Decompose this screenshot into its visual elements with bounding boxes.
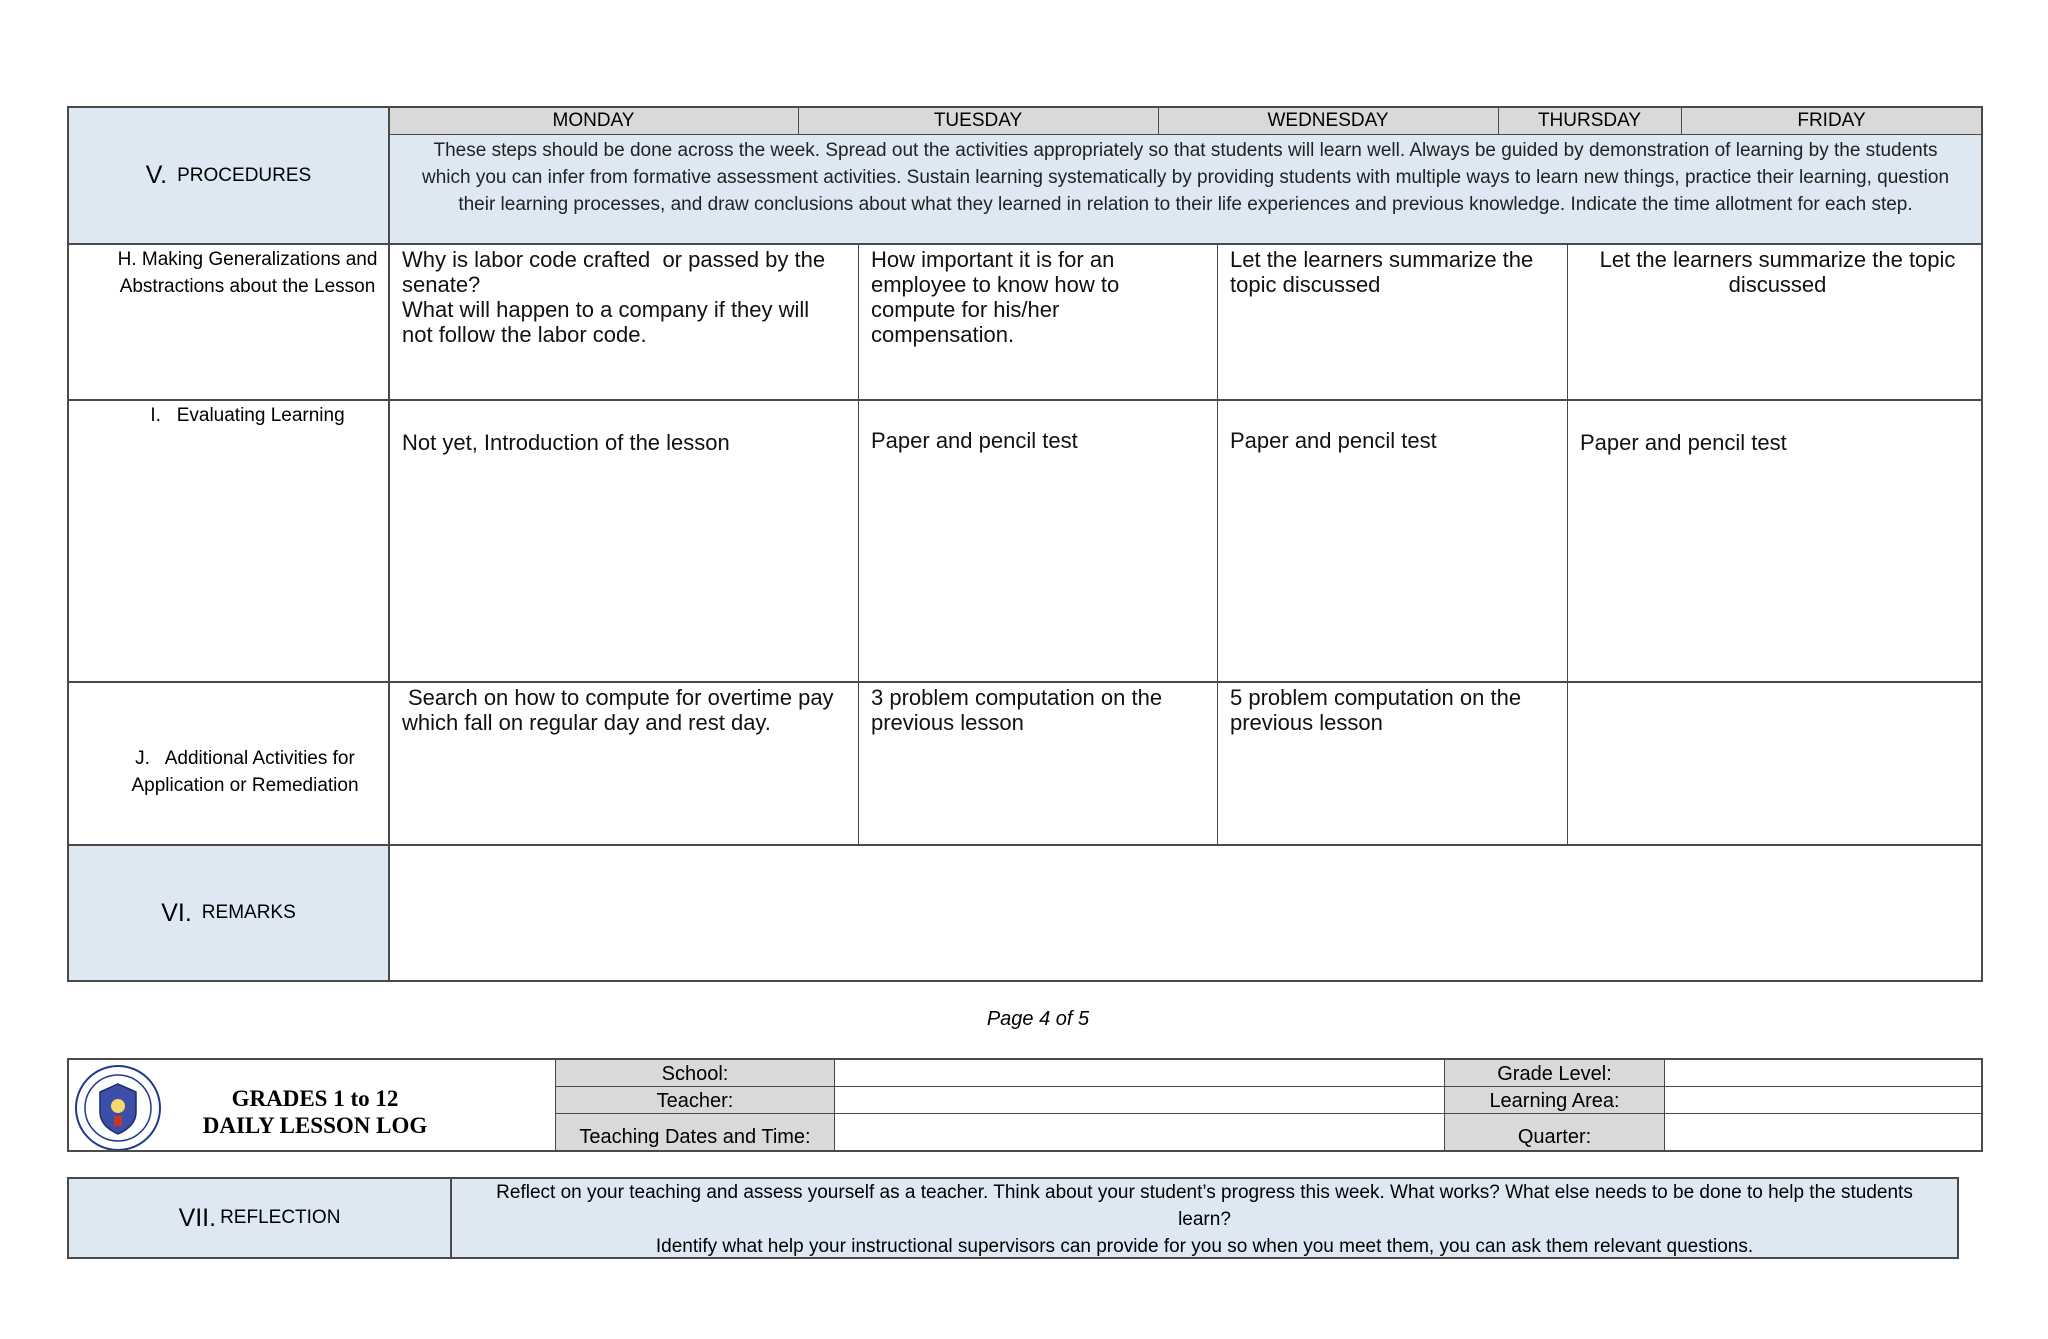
day-header-wednesday: WEDNESDAY [1267,110,1389,131]
day-header-thursday: THURSDAY [1537,110,1642,131]
reflection-border [67,1177,69,1259]
header-divider [555,1058,556,1152]
log-title-line2: DAILY LESSON LOG [202,1113,428,1138]
table-divider [67,243,1983,245]
row-label-additional [85,737,405,807]
procedures-intro: These steps should be done across the week. Spread out the activities appropriately so that students will learn well. Always be guided by demonstration of learning by the students which you can infer from formative assessment activities. Sustain learning systematically by providing students with multiple ways to learn new things, practice their learning, question their learning processes, and draw conclusions about what they learned in relation to their life experiences and previous knowledge. Indicate the time allotment for each step. [421,140,1950,215]
header-border [67,1150,1983,1152]
cell-j-monday: Search on how to compute for overtime pay which fall on regular day and rest day. [402,685,834,735]
remarks-section-label [68,845,389,981]
table-border [67,980,1983,982]
table-divider [1158,107,1159,135]
grade-level-label: Grade Level: [1497,1063,1612,1085]
table-divider [67,681,1983,683]
reflection-divider [450,1177,452,1259]
procedures-section-label [68,107,389,244]
seal-icon [74,1064,162,1152]
table-border [67,106,1983,108]
table-divider [1498,107,1499,135]
reflection-section-label [68,1178,451,1258]
table-divider [1681,107,1682,135]
cell-i-friday: Paper and pencil test [1580,430,1787,455]
table-divider [67,844,1983,846]
reflection-border [67,1257,1959,1259]
table-divider [798,107,799,135]
cell-j-tuesday: 3 problem computation on the previous lesson [871,685,1163,735]
table-border [1981,106,1983,982]
cell-j-wednesday: 5 problem computation on the previous lesson [1230,685,1522,735]
row-label-additional-text: J. Additional Activities for Application or Remediation [131,748,360,796]
section-number: VII. [178,1203,217,1232]
header-divider [556,1113,1982,1114]
header-divider [556,1086,1982,1087]
reflection-text-line2: Identify what help your instructional supervisors can provide for you so when you meet them, you can ask them relevant questions. [655,1236,1754,1257]
section-title: PROCEDURES [177,164,312,186]
table-divider [858,244,859,845]
table-divider [1567,244,1568,845]
day-header-monday: MONDAY [552,110,635,131]
cell-h-wednesday: Let the learners summarize the topic discussed [1230,247,1534,297]
school-label: School: [661,1063,729,1085]
row-label-generalizations: H. Making Generalizations and Abstractions about the Lesson [117,249,378,297]
dates-label: Teaching Dates and Time: [579,1126,811,1148]
reflection-border [67,1177,1959,1179]
cell-i-wednesday: Paper and pencil test [1230,428,1437,453]
table-divider [389,134,1982,135]
section-number: VI. [161,898,192,927]
section-number: V. [145,161,168,189]
cell-h-monday: Why is labor code crafted or passed by the senate? What will happen to a company if they will not follow the labor code. [402,247,826,347]
reflection-border [1957,1177,1959,1259]
cell-i-monday: Not yet, Introduction of the lesson [402,430,730,455]
reflection-text-line1: Reflect on your teaching and assess yourself as a teacher. Think about your student’s progress this week. What works? What else needs to be done to help the students learn? [496,1182,1913,1230]
section-title: REFLECTION [220,1207,341,1228]
log-title [180,1085,450,1139]
row-label-evaluating: I. Evaluating Learning [150,405,345,426]
page-number: Page 4 of 5 [986,1008,1090,1030]
header-divider [1664,1058,1665,1152]
header-divider [834,1058,835,1152]
header-divider [1444,1058,1445,1152]
reflection-instructions [452,1179,1957,1260]
deped-seal-logo [74,1064,162,1152]
table-border [67,106,69,982]
cell-h-friday: Let the learners summarize the topic discussed [1599,247,1956,297]
header-border [67,1058,1983,1060]
learning-area-label: Learning Area: [1489,1090,1620,1112]
day-header-tuesday: TUESDAY [933,110,1023,131]
quarter-label: Quarter: [1517,1126,1592,1148]
cell-i-tuesday: Paper and pencil test [871,428,1078,453]
header-border [67,1058,69,1152]
cell-h-tuesday: How important it is for an employee to know how to compute for his/her compensation. [871,247,1120,347]
table-divider [388,106,390,982]
log-title-line1: GRADES 1 to 12 [231,1086,399,1111]
header-border [1981,1058,1983,1152]
table-divider [1217,244,1218,845]
day-header-friday: FRIDAY [1797,110,1866,131]
section-title: REMARKS [201,902,296,923]
teacher-label: Teacher: [656,1090,734,1112]
table-divider [67,399,1983,401]
